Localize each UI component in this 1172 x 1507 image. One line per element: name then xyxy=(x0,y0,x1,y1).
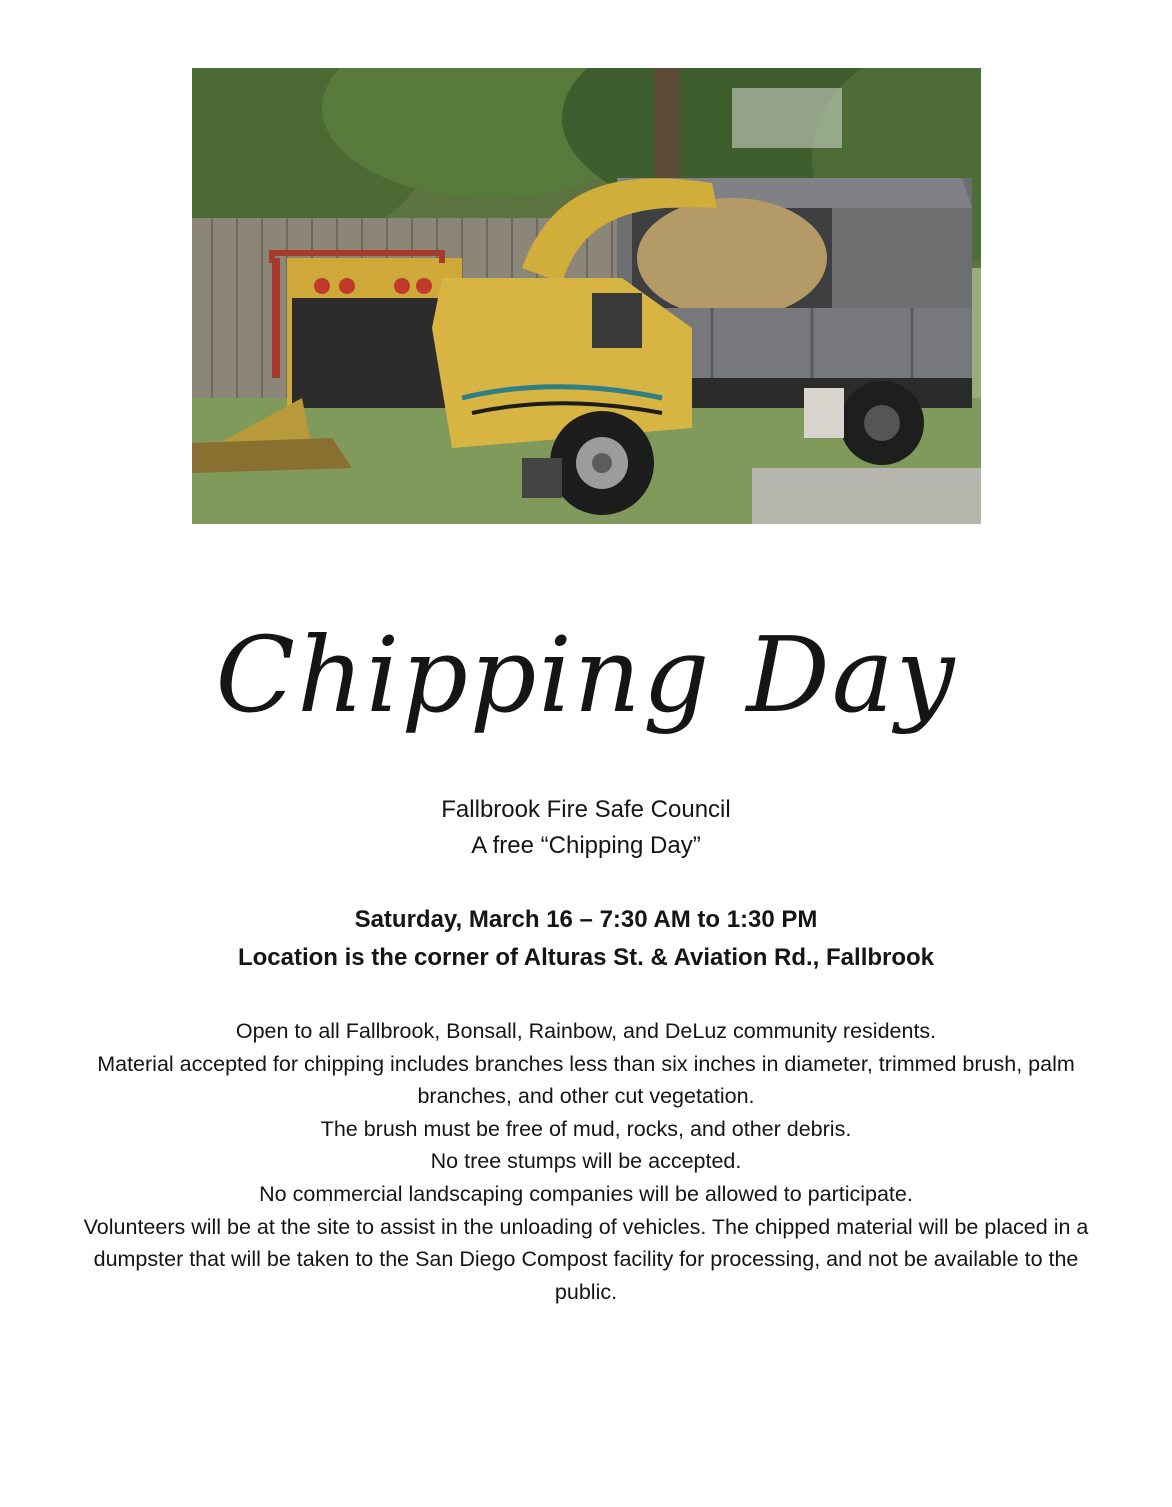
page-title: Chipping Day xyxy=(215,614,957,736)
organization-tagline: A free “Chipping Day” xyxy=(471,832,701,859)
event-details xyxy=(80,1015,1092,1308)
detail-accepted-material: Material accepted for chipping includes branches less than six inches in diameter, trimmed brush, palm branches, and other cut vegetation. xyxy=(97,1051,1075,1109)
chipper-photo xyxy=(192,68,981,524)
detail-volunteers-disposal: Volunteers will be at the site to assist in the unloading of vehicles. The chipped material will be placed in a dumpster that will be taken to the San Diego Compost facility for processing, and not be available to the public. xyxy=(83,1214,1089,1304)
organization-name: Fallbrook Fire Safe Council xyxy=(441,796,731,823)
detail-brush-condition: The brush must be free of mud, rocks, and other debris. xyxy=(320,1116,852,1141)
event-datetime: Saturday, March 16 – 7:30 AM to 1:30 PM xyxy=(354,906,818,933)
detail-eligibility: Open to all Fallbrook, Bonsall, Rainbow, and DeLuz community residents. xyxy=(235,1019,937,1043)
detail-no-stumps: No tree stumps will be accepted. xyxy=(430,1149,742,1174)
event-location: Location is the corner of Alturas St. & Aviation Rd., Fallbrook xyxy=(237,944,935,971)
detail-no-commercial: No commercial landscaping companies will be allowed to participate. xyxy=(259,1181,913,1206)
